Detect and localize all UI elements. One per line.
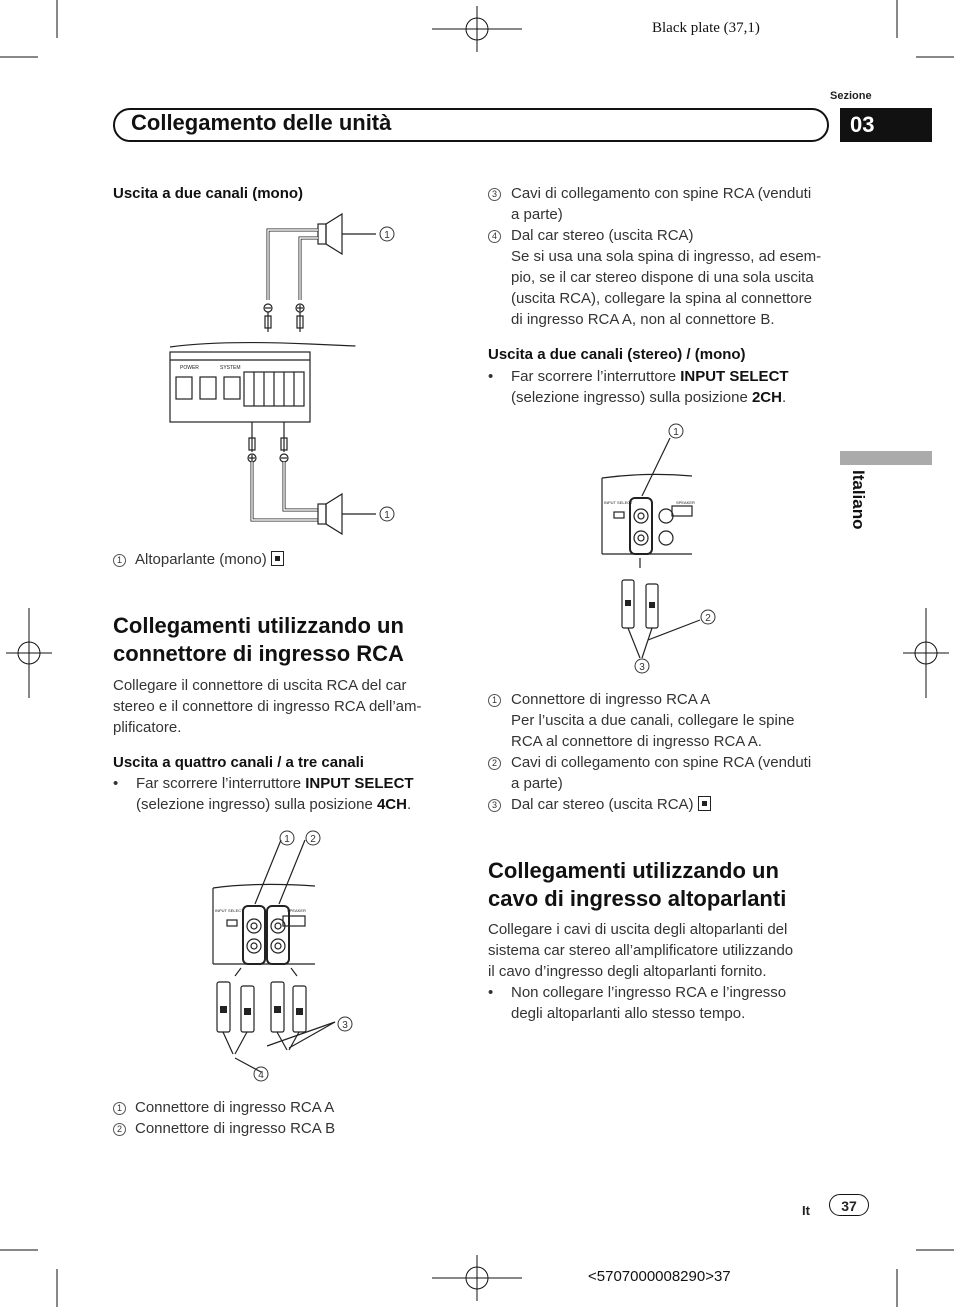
bullet-dot: •: [488, 984, 494, 1001]
four-caption-1: [113, 1097, 334, 1118]
caption-number: 2: [488, 757, 501, 770]
item-line: Cavi di collegamento con spine RCA (venduti: [511, 754, 812, 771]
four-channel-heading: Uscita a quattro canali / a tre canali: [113, 754, 364, 771]
speaker-bullet: [488, 982, 833, 1024]
item-line: Dal car stereo (uscita RCA): [511, 796, 694, 813]
page-number: 37: [829, 1194, 869, 1216]
item-line: (uscita RCA), collegare la spina al connettore: [511, 290, 812, 307]
page-title: Collegamento delle unità: [131, 110, 392, 135]
caption-text: Altoparlante (mono): [135, 551, 267, 568]
item-line: Per l’uscita a due canali, collegare le spine: [511, 712, 795, 729]
stereo-callout-1: 1: [673, 427, 679, 438]
stereo-callout-3: 3: [639, 662, 645, 673]
para-line: Collegare il connettore di uscita RCA del car: [113, 677, 407, 694]
black-plate-label: Black plate (37,1): [652, 20, 760, 36]
rca-heading-line-1: Collegamenti utilizzando un: [113, 613, 404, 638]
end-mark-icon: [698, 796, 711, 811]
amp-speaker-label: SPEAKER: [676, 500, 695, 505]
item-line: pio, se il car stereo dispone di una sola uscita: [511, 269, 814, 286]
speaker-heading-line-2: cavo di ingresso altoparlanti: [488, 886, 787, 911]
item-line: Dal car stereo (uscita RCA): [511, 227, 694, 244]
language-tab: Italiano: [849, 470, 868, 530]
bullet-text: (selezione ingresso) sulla posizione: [136, 796, 377, 813]
caption-number: 1: [113, 1102, 126, 1115]
mono-callout-bottom: 1: [384, 510, 390, 521]
speaker-input-heading: [488, 857, 786, 913]
right-item-4: [488, 225, 833, 330]
item-line: a parte): [511, 206, 563, 223]
right-item-3: [488, 183, 833, 225]
stereo-item-1: [488, 689, 833, 752]
mono-callout-top: 1: [384, 230, 390, 241]
amp-speaker-label: SPEAKER: [287, 908, 306, 913]
stereo-item-2: [488, 752, 833, 794]
four-callout-4: 4: [258, 1070, 264, 1081]
stereo-heading: Uscita a due canali (stereo) / (mono): [488, 346, 746, 363]
position-keyword: 4CH: [376, 796, 407, 813]
mono-diagram: [160, 212, 420, 542]
four-callout-3: 3: [342, 1020, 348, 1031]
rca-heading-line-2: connettore di ingresso RCA: [113, 641, 404, 666]
amp-system-label: SYSTEM: [220, 365, 241, 371]
speaker-heading-line-1: Collegamenti utilizzando un: [488, 858, 779, 883]
four-caption-2: [113, 1118, 335, 1139]
four-channel-diagram: [205, 826, 365, 1088]
four-callout-2: 2: [310, 834, 316, 845]
language-tab-bar: [840, 451, 932, 465]
input-select-keyword: INPUT SELECT: [305, 775, 414, 792]
bullet-text: Far scorrere l’interruttore: [136, 775, 306, 792]
caption-number: 3: [488, 188, 501, 201]
rca-paragraph: [113, 675, 421, 738]
item-line: a parte): [511, 775, 563, 792]
caption-text: Connettore di ingresso RCA A: [135, 1099, 335, 1116]
stereo-bullet: • Far scorrere l’interruttore INPUT SELECT (selezione ingresso) sulla posizione 2CH.: [488, 368, 789, 406]
item-line: Connettore di ingresso RCA A: [511, 691, 711, 708]
bullet-line: Non collegare l’ingresso RCA e l’ingresso: [511, 984, 787, 1001]
bullet-dot: •: [113, 775, 119, 792]
bullet-text: Far scorrere l’interruttore: [511, 368, 681, 385]
footer-language: It: [802, 1203, 810, 1218]
caption-number: 1: [113, 554, 126, 567]
section-number: 03: [840, 108, 932, 142]
caption-number: 2: [113, 1123, 126, 1136]
section-label: Sezione: [830, 90, 872, 102]
para-line: il cavo d’ingresso degli altoparlanti fornito.: [488, 963, 767, 980]
four-callout-1: 1: [284, 834, 290, 845]
rca-section-heading: [113, 612, 404, 668]
item-line: Se si usa una sola spina di ingresso, ad esem-: [511, 248, 822, 265]
caption-text: Connettore di ingresso RCA B: [135, 1120, 336, 1137]
para-line: sistema car stereo all’amplificatore utilizzando: [488, 942, 794, 959]
stereo-diagram: [596, 420, 726, 680]
caption-number: 4: [488, 230, 501, 243]
document-code: <5707000008290>37: [588, 1268, 731, 1285]
para-line: stereo e il connettore di ingresso RCA dell’am-: [113, 698, 422, 715]
mono-caption: [113, 549, 284, 570]
four-channel-bullet: • Far scorrere l’interruttore INPUT SELECT (selezione ingresso) sulla posizione 4CH.: [113, 775, 414, 813]
stereo-item-3: [488, 794, 833, 815]
caption-number: 3: [488, 799, 501, 812]
speaker-paragraph: [488, 919, 793, 982]
bullet-line: degli altoparlanti allo stesso tempo.: [511, 1005, 746, 1022]
amp-input-select-label: INPUT SELECT: [604, 500, 633, 505]
end-mark-icon: [271, 551, 284, 566]
input-select-keyword: INPUT SELECT: [680, 368, 789, 385]
para-line: Collegare i cavi di uscita degli altoparlanti del: [488, 921, 788, 938]
mono-heading: Uscita a due canali (mono): [113, 185, 304, 202]
bullet-dot: •: [488, 368, 494, 385]
stereo-callout-2: 2: [705, 613, 711, 624]
item-line: di ingresso RCA A, non al connettore B.: [511, 311, 775, 328]
para-line: plificatore.: [113, 719, 182, 736]
amp-power-label: POWER: [180, 365, 199, 371]
caption-number: 1: [488, 694, 501, 707]
bullet-text: (selezione ingresso) sulla posizione: [511, 389, 752, 406]
item-line: RCA al connettore di ingresso RCA A.: [511, 733, 762, 750]
item-line: Cavi di collegamento con spine RCA (venduti: [511, 185, 812, 202]
position-keyword: 2CH: [751, 389, 782, 406]
amp-input-select-label: INPUT SELECT: [215, 908, 244, 913]
